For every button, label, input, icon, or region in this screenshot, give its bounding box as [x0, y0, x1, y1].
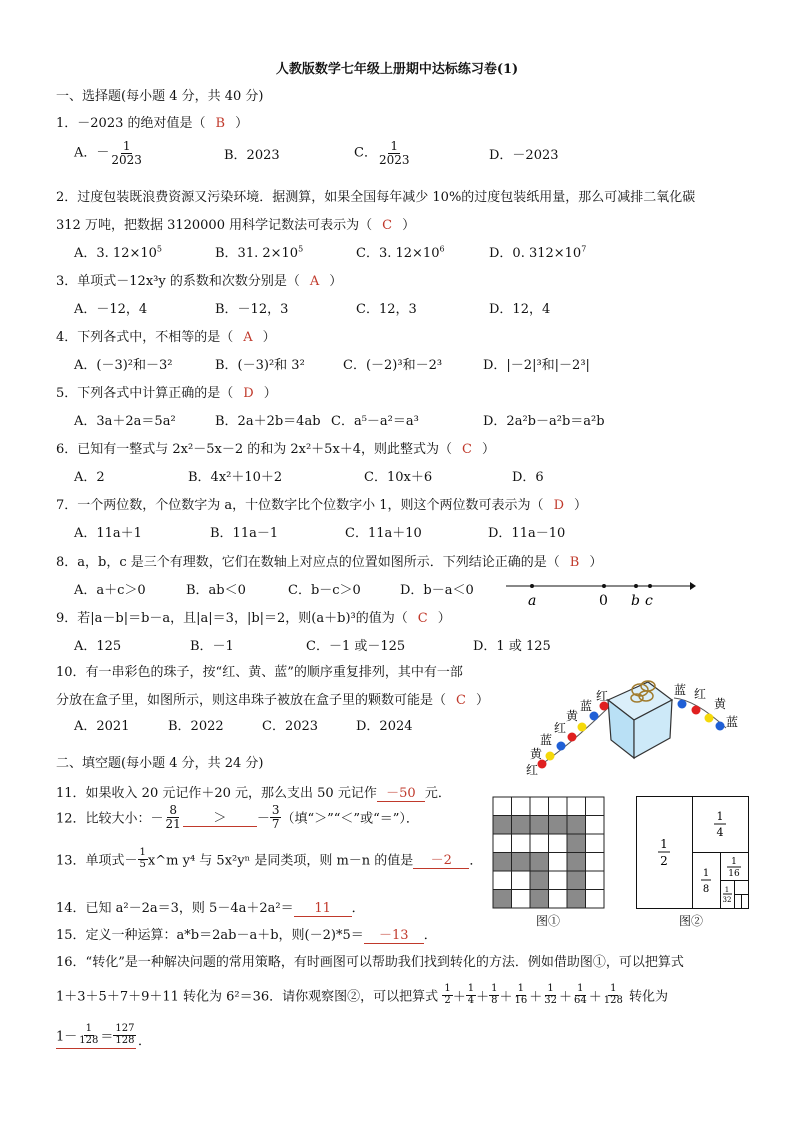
- bead-label: 蓝: [726, 715, 739, 729]
- question-3: 3．单项式－12x³y 的系数和次数分别是（ A ）: [56, 274, 343, 289]
- bead-label: 红: [526, 763, 539, 777]
- bead-label: 红: [596, 689, 609, 703]
- grid-cell: [549, 871, 568, 890]
- question-13: 13．单项式－ $\frac{1}{5}$ x^m y⁴ 与 5x²yⁿ 是同类项，则 m－n 的值是 －2 ．: [56, 847, 483, 870]
- question-6: 6．已知有一整式与 2x²－5x－2 的和为 2x²＋5x＋4，则此整式为（ C ）: [56, 442, 496, 457]
- axis-label-c: c: [645, 593, 653, 608]
- number-line: [504, 572, 696, 608]
- question-9: 9．若|a－b|＝b－a，且|a|＝3，|b|＝2，则(a＋b)³的值为（ C ）: [56, 611, 451, 626]
- section-2-heading: 二、填空题(每小题 4 分，共 24 分): [56, 756, 264, 771]
- question-16-line2: 1＋3＋5＋7＋9＋11 转化为 6²＝36．请你观察图②，可以把算式 $\frac{1}{2}$ ＋ $\frac{1}{4}$ ＋ $\frac{1}{8}$ ＋ $\frac{1}{16}$ ＋ $\frac{1}{32}$ ＋ $\frac{1}{64}$ ＋ $\frac{1}{128}$ 转化为: [56, 983, 668, 1006]
- question-15: 15．定义一种运算：a*b＝2ab－a＋b，则(－2)*5＝ －13 ．: [56, 924, 437, 944]
- question-11: 11．如果收入 20 元记作＋20 元，那么支出 50 元记作 －50 元．: [56, 782, 451, 802]
- bead: [568, 733, 577, 742]
- svg-text:16: 16: [728, 869, 740, 879]
- sum-fraction: $\frac{1}{2}$: [444, 983, 451, 1006]
- q8-options: A．a＋c＞0 B．ab＜0 C．b－c＞0 D．b－a＜0: [74, 583, 474, 598]
- bead: [678, 700, 687, 709]
- bead-label: 蓝: [674, 683, 687, 697]
- question-8: 8．a，b，c 是三个有理数，它们在数轴上对应点的位置如图所示．下列结论正确的是（ B ）: [56, 555, 603, 570]
- bead: [578, 723, 587, 732]
- grid-cell: [530, 834, 549, 853]
- grid-cell: [493, 834, 512, 853]
- q7-options: A．11a＋1 B．11a－1 C．11a＋10 D．11a－10: [74, 526, 566, 541]
- svg-text:2: 2: [660, 854, 668, 868]
- question-16-answer: 1－ $\frac{1}{128}$ ＝ $\frac{127}{128}$: [56, 1024, 136, 1049]
- axis-label-b: b: [631, 593, 640, 608]
- bead-label: 蓝: [540, 733, 553, 747]
- axis-label-a: a: [528, 593, 537, 608]
- question-10-line2: 分放在盒子里，如图所示，则这串珠子被放在盒子里的颗数可能是（ C ）: [56, 693, 489, 708]
- grid-cell: [567, 816, 586, 835]
- page-title: 人教版数学七年级上册期中达标练习卷(1): [275, 62, 519, 77]
- question-16-line1: 16．“转化”是一种解决问题的常用策略，有时画图可以帮助我们找到转化的方法．例如借助图①，可以把算式: [56, 955, 684, 970]
- q3-options: A．－12，4 B．－12，3 C．12，3 D．12，4: [74, 302, 551, 317]
- sum-fraction: $\frac{1}{128}$: [603, 983, 623, 1006]
- bead-label: 黄: [714, 697, 727, 711]
- bead-label: 红: [694, 687, 707, 701]
- gift-box: [608, 681, 672, 758]
- grid-cell: [512, 890, 531, 909]
- svg-text:1: 1: [716, 810, 724, 823]
- grid-cell: [530, 853, 549, 872]
- beads-right: [674, 682, 738, 731]
- grid-cell: [567, 871, 586, 890]
- sum-fraction: $\frac{1}{4}$: [467, 983, 475, 1006]
- section-1-heading: 一、选择题(每小题 4 分，共 40 分): [56, 89, 264, 104]
- grid-cell: [549, 834, 568, 853]
- sum-fraction: $\frac{1}{32}$: [544, 983, 557, 1006]
- grid-cell: [512, 871, 531, 890]
- bead-label: 黄: [566, 709, 579, 723]
- question-2-line2: 312 万吨，把数据 3120000 用科学记数法可表示为（ C ）: [56, 218, 416, 233]
- question-4: 4．下列各式中，不相等的是（ A ）: [56, 330, 276, 345]
- beads-figure: [516, 660, 746, 790]
- grid-cell: [530, 890, 549, 909]
- grid-cell: [567, 834, 586, 853]
- grid-cell: [512, 816, 531, 835]
- axis-label-zero: 0: [599, 593, 608, 608]
- answer: B: [215, 116, 226, 131]
- grid-cell: [586, 816, 605, 835]
- question-16-end: ．: [138, 1034, 152, 1049]
- grid-cell: [586, 853, 605, 872]
- grid-cell: [567, 853, 586, 872]
- bead-label: 蓝: [580, 699, 593, 713]
- grid-cell: [493, 871, 512, 890]
- bead: [557, 742, 566, 751]
- sum-fraction: $\frac{1}{8}$: [491, 983, 498, 1006]
- grid-cell: [530, 816, 549, 835]
- svg-text:4: 4: [716, 826, 724, 839]
- grid-cell: [586, 890, 605, 909]
- figure-1-grid: [492, 796, 606, 910]
- figure-1-caption: 图①: [536, 914, 561, 928]
- bead-label: 红: [554, 721, 567, 735]
- figure-2-squares: [636, 796, 750, 910]
- grid-cell: [493, 853, 512, 872]
- question-12: 12．比较大小：－ $\frac{8}{21}$ ＞ － $\frac{3}{7}$ （填“＞”“＜”或“＝”）．: [56, 803, 419, 831]
- grid-cell: [530, 871, 549, 890]
- grid-cell: [549, 797, 568, 816]
- q4-options: A．(－3)²和－3² B．(－3)²和 3² C．(－2)³和－2³ D．|－2|³和|－2³|: [74, 358, 590, 373]
- grid-cell: [586, 871, 605, 890]
- bead: [546, 752, 555, 761]
- grid-cell: [567, 890, 586, 909]
- svg-text:1: 1: [702, 868, 710, 879]
- svg-text:1: 1: [731, 857, 737, 867]
- grid-cell: [530, 797, 549, 816]
- svg-text:1: 1: [660, 837, 668, 851]
- question-7: 7．一个两位数，个位数字为 a，十位数字比个位数字小 1，则这个两位数可表示为（ D ）: [56, 498, 588, 513]
- bead-label: 黄: [530, 747, 543, 761]
- grid-cell: [512, 797, 531, 816]
- question-14: 14．已知 a²－2a＝3，则 5－4a＋2a²＝ 11 ．: [56, 901, 365, 916]
- q1-options: A．－ $\frac{1}{2023}$ B．2023 C． $\frac{1}{2023}$ D．－2023: [74, 139, 559, 167]
- fraction-sum: $\frac{1}{2}$ ＋ $\frac{1}{4}$ ＋ $\frac{1}{8}$ ＋ $\frac{1}{16}$ ＋ $\frac{1}{32}$ ＋ $\frac{1}{64}$ ＋ $\frac{1}{128}$: [444, 983, 623, 1006]
- grid-cell: [512, 853, 531, 872]
- figure-2-caption: 图②: [679, 914, 704, 928]
- grid-cell: [493, 797, 512, 816]
- grid-cell: [586, 797, 605, 816]
- q2-options: A．3. $12\times 10^5$ B．31. $2\times 10^5$ C．3. $12\times 10^6$ D．0. $312\times 10^7$: [74, 244, 587, 261]
- grid-cell: [493, 890, 512, 909]
- bead: [692, 706, 701, 715]
- question-5: 5．下列各式中计算正确的是（ D ）: [56, 386, 277, 401]
- question-1: 1．－2023 的绝对值是（ B ）: [56, 116, 249, 131]
- svg-text:8: 8: [702, 884, 710, 895]
- grid-cell: [549, 853, 568, 872]
- question-10-line1: 10．有一串彩色的珠子，按“红、黄、蓝”的顺序重复排列，其中有一部: [56, 665, 463, 680]
- q6-options: A．2 B．4x²＋10＋2 C．10x＋6 D．6: [74, 470, 544, 485]
- q5-options: A．3a＋2a＝5a² B．2a＋2b＝4ab C．a⁵－a²＝a³ D．2a²b－a²b＝a²b: [74, 414, 605, 429]
- bead: [716, 722, 725, 731]
- question-2-line1: 2．过度包装既浪费资源又污染环境．据测算，如果全国每年减少 10%的过度包装纸用量，那么可减排二氧化碳: [56, 190, 696, 205]
- svg-text:32: 32: [722, 896, 732, 904]
- grid-cell: [549, 890, 568, 909]
- grid-cell: [493, 816, 512, 835]
- q10-options: A．2021 B．2022 C．2023 D．2024: [74, 719, 413, 734]
- sum-fraction: $\frac{1}{64}$: [574, 983, 587, 1006]
- sum-fraction: $\frac{1}{16}$: [514, 983, 528, 1006]
- grid-cell: [567, 797, 586, 816]
- beads-left: [526, 689, 609, 777]
- grid-cell: [549, 816, 568, 835]
- grid-cell: [512, 834, 531, 853]
- bead: [705, 714, 714, 723]
- q9-options: A．125 B．－1 C．－1 或－125 D．1 或 125: [74, 639, 551, 654]
- grid-cell: [586, 834, 605, 853]
- svg-text:1: 1: [724, 886, 730, 894]
